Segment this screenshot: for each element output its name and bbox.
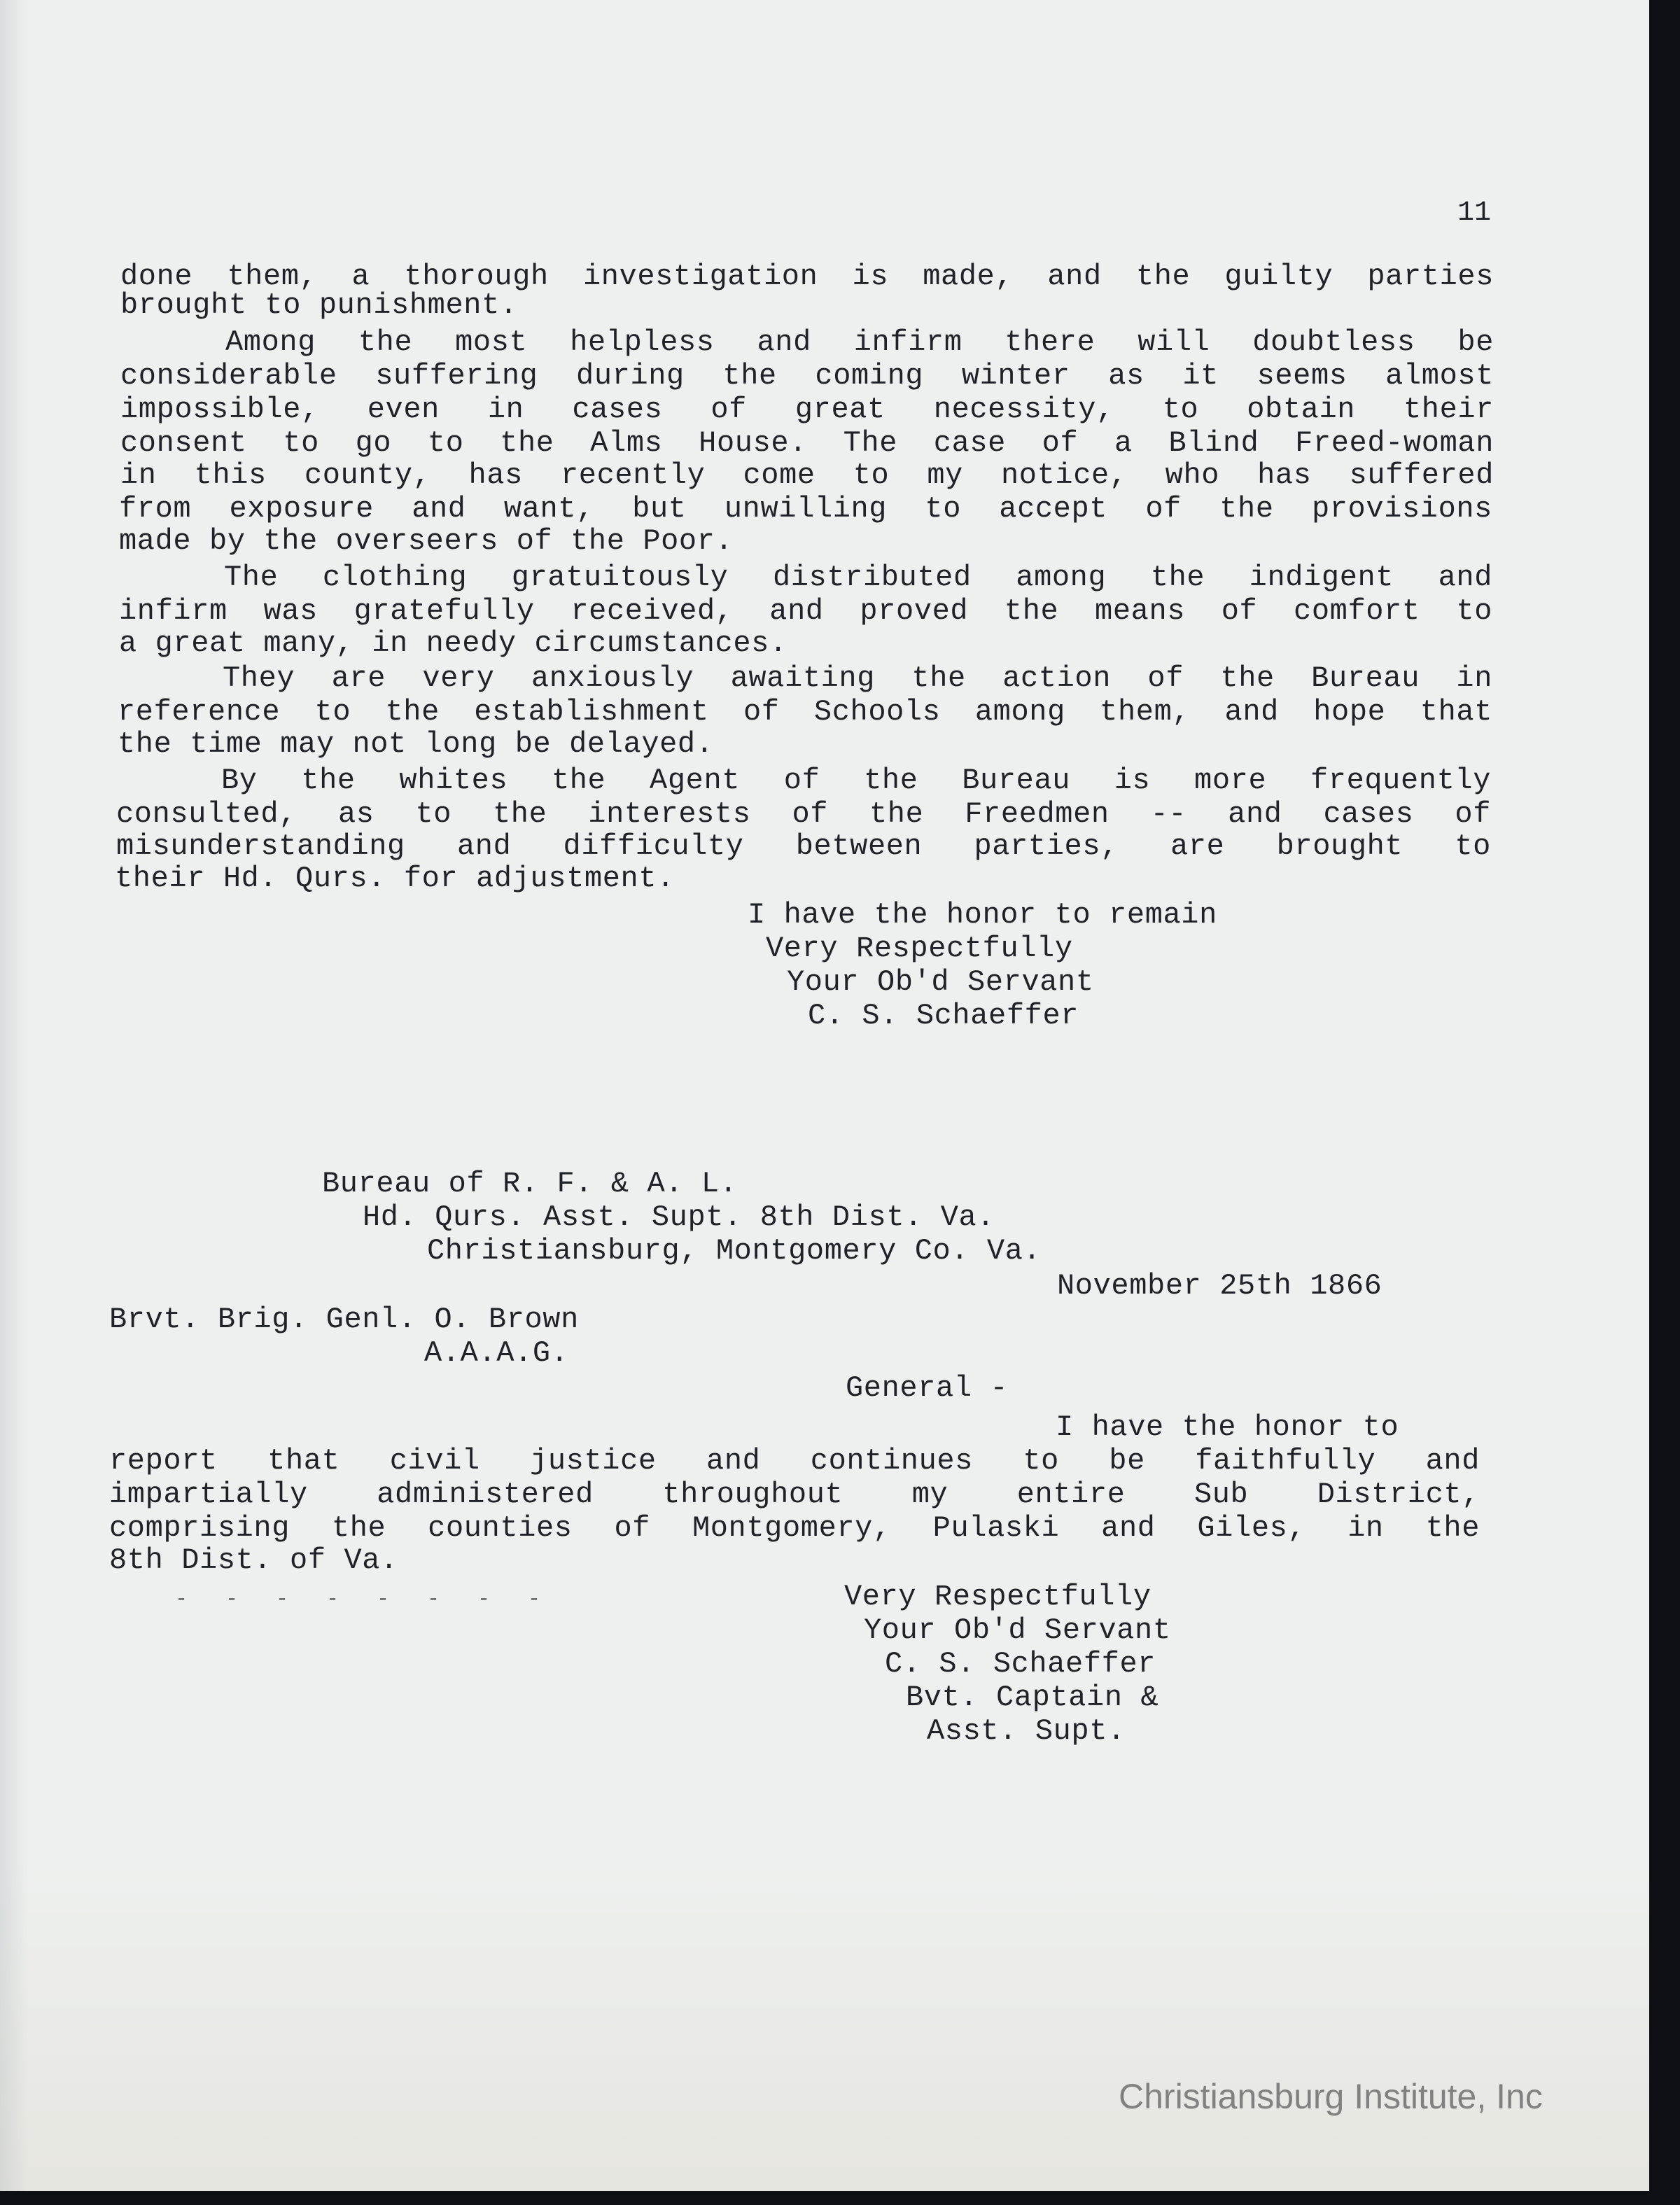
paragraph-line: infirm was gratefully received, and proved the means of comfort to: [119, 594, 1492, 628]
paragraph-line: consulted, as to the interests of the Freedmen -- and cases of: [116, 797, 1491, 831]
closing-line: Very Respectfully: [766, 932, 1073, 965]
paragraph-line: brought to punishment.: [120, 288, 518, 322]
body-line: 8th Dist. of Va.: [109, 1544, 398, 1577]
closing-line: I have the honor to remain: [748, 898, 1217, 932]
page-number: 11: [1457, 197, 1492, 229]
addressee-line: Brvt. Brig. Genl. O. Brown: [109, 1303, 579, 1336]
paragraph-line: in this county, has recently come to my notice, who has suffered: [120, 458, 1494, 492]
paragraph-line: from exposure and want, but unwilling to accept of the provisions: [119, 492, 1492, 526]
title-line: Asst. Supt.: [927, 1714, 1126, 1748]
letterhead-line: Hd. Qurs. Asst. Supt. 8th Dist. Va.: [363, 1200, 995, 1234]
body-line: report that civil justice and continues to be faithfully and: [109, 1444, 1480, 1478]
addressee-line: A.A.A.G.: [424, 1336, 569, 1370]
paragraph-line: made by the overseers of the Poor.: [119, 524, 734, 558]
closing-line: Very Respectfully: [844, 1580, 1152, 1614]
body-line: comprising the counties of Montgomery, Pulaski and Giles, in the: [109, 1511, 1480, 1545]
stray-marks: - - - - - - - -: [175, 1588, 554, 1611]
paragraph-line: consent to go to the Alms House. The case of a Blind Freed-woman: [120, 426, 1494, 460]
body-line: impartially administered throughout my entire Sub District,: [109, 1478, 1480, 1511]
paragraph-line: considerable suffering during the coming winter as it seems almost: [120, 359, 1494, 393]
body-line: I have the honor to: [1056, 1410, 1399, 1444]
closing-line: Your Ob'd Servant: [787, 965, 1094, 999]
signature-line: C. S. Schaeffer: [808, 999, 1079, 1032]
paragraph-line: impossible, even in cases of great necessity, to obtain their: [120, 393, 1494, 426]
salutation: General -: [846, 1371, 1009, 1405]
letterhead-line: Bureau of R. F. & A. L.: [322, 1167, 738, 1200]
paragraph-line: reference to the establishment of Schools among them, and hope that: [118, 695, 1492, 729]
paragraph-line: a great many, in needy circumstances.: [119, 626, 788, 660]
paragraph-line: By the whites the Agent of the Bureau is more frequently: [221, 764, 1491, 797]
paragraph-line: The clothing gratuitously distributed among the indigent and: [224, 561, 1492, 594]
closing-line: Your Ob'd Servant: [864, 1614, 1171, 1647]
title-line: Bvt. Captain &: [906, 1681, 1159, 1714]
paragraph-line: done them, a thorough investigation is made, and the guilty parties: [120, 260, 1494, 293]
watermark: Christiansburg Institute, Inc: [1119, 2077, 1543, 2116]
paragraph-line: their Hd. Qurs. for adjustment.: [115, 862, 675, 895]
paragraph-line: misunderstanding and difficulty between parties, are brought to: [116, 830, 1491, 863]
letterhead-line: Christiansburg, Montgomery Co. Va.: [427, 1234, 1042, 1268]
paragraph-line: the time may not long be delayed.: [118, 727, 714, 761]
signature-line: C. S. Schaeffer: [885, 1647, 1156, 1681]
letter-date: November 25th 1866: [1057, 1269, 1382, 1303]
paragraph-line: Among the most helpless and infirm there will doubtless be: [225, 326, 1494, 359]
paragraph-line: They are very anxiously awaiting the action of the Bureau in: [223, 662, 1492, 695]
